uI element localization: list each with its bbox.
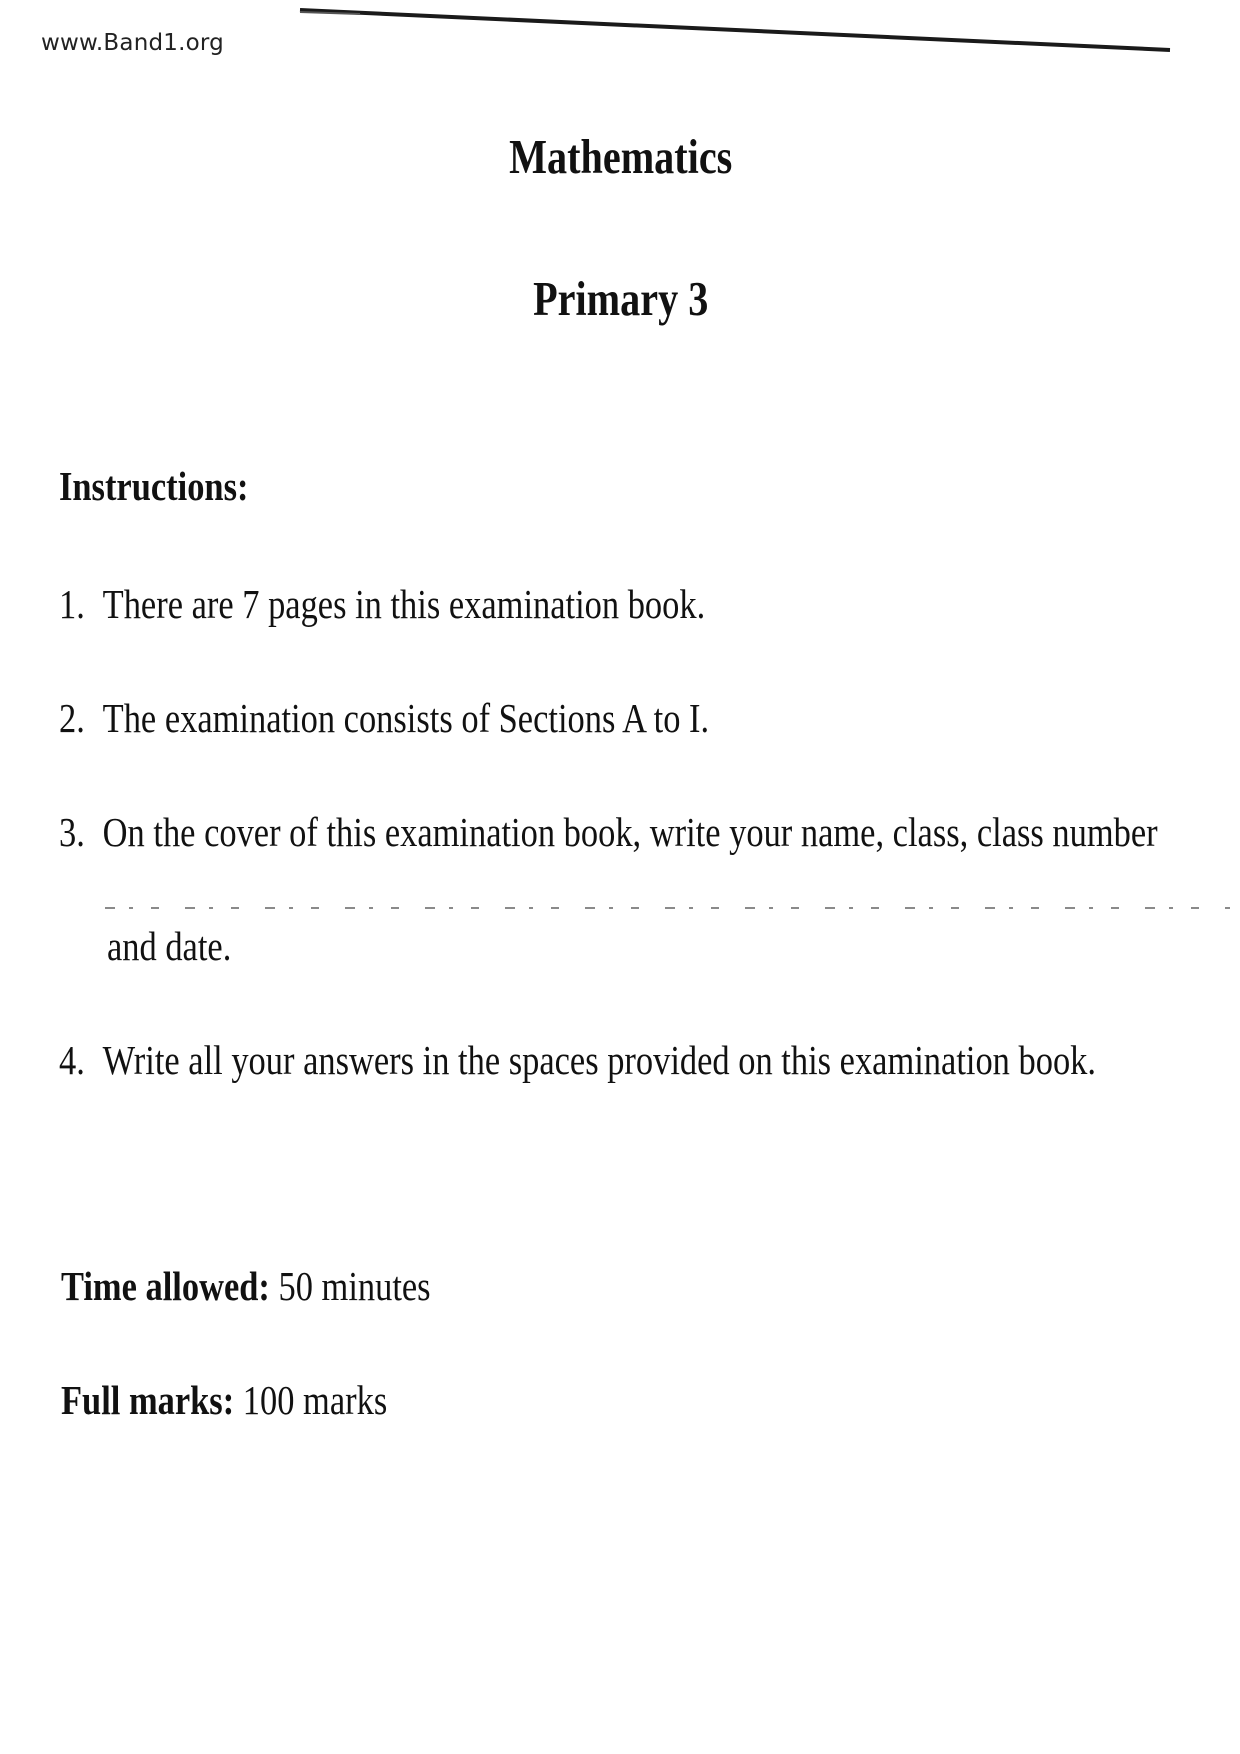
scan-fold-line xyxy=(0,900,1240,916)
instruction-number: 2. xyxy=(59,695,85,741)
instruction-number: 4. xyxy=(59,1037,85,1083)
full-marks xyxy=(61,1376,387,1424)
time-allowed-value: 50 minutes xyxy=(278,1263,431,1309)
instruction-item xyxy=(59,694,709,742)
instruction-number: 3. xyxy=(59,809,85,855)
instruction-item xyxy=(59,1036,1096,1084)
time-allowed xyxy=(61,1262,431,1310)
instruction-item xyxy=(59,808,1158,856)
instruction-text: On the cover of this examination book, write your name, class, class number xyxy=(102,809,1158,855)
instruction-text: There are 7 pages in this examination book. xyxy=(102,581,706,627)
exam-subject-title: Mathematics xyxy=(509,129,733,184)
full-marks-value: 100 marks xyxy=(242,1377,388,1423)
instruction-item xyxy=(59,580,705,628)
instruction-text: Write all your answers in the spaces provided on this examination book. xyxy=(102,1037,1096,1083)
watermark-url: www.Band1.org xyxy=(41,30,224,56)
exam-grade-title: Primary 3 xyxy=(533,271,709,326)
instruction-text: The examination consists of Sections A to I. xyxy=(102,695,710,741)
instructions-heading: Instructions: xyxy=(59,463,249,509)
full-marks-label: Full marks: xyxy=(61,1377,235,1423)
instruction-number: 1. xyxy=(59,581,85,627)
instruction-continuation: and date. xyxy=(107,923,232,969)
time-allowed-label: Time allowed: xyxy=(61,1263,270,1309)
